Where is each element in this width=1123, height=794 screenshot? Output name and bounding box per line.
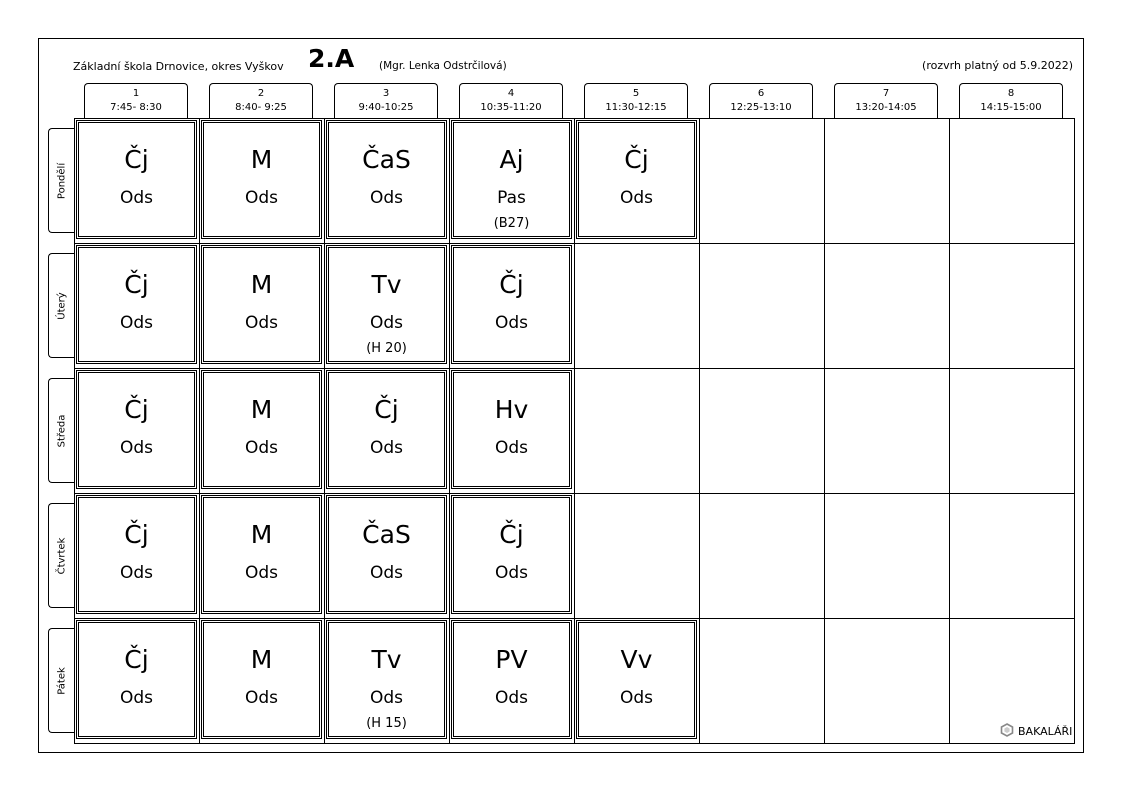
period-tab bbox=[334, 83, 438, 118]
lesson-subject: Čj bbox=[124, 645, 149, 674]
lesson-teacher: Ods bbox=[119, 188, 154, 208]
lesson-teacher: Ods bbox=[119, 438, 154, 458]
lesson-subject: Čj bbox=[124, 520, 149, 549]
lesson-teacher: Ods bbox=[369, 563, 404, 583]
period-tab bbox=[459, 83, 563, 118]
lesson-subject: Čj bbox=[499, 270, 524, 299]
lesson-teacher: Ods bbox=[119, 313, 154, 333]
lesson-cell[interactable] bbox=[326, 245, 447, 364]
lesson-subject: M bbox=[250, 145, 273, 174]
day-name: Pátek bbox=[56, 666, 67, 695]
lesson-cell[interactable] bbox=[76, 495, 197, 614]
lesson-subject: Čj bbox=[124, 145, 149, 174]
lesson-subject: PV bbox=[495, 645, 528, 674]
period-time: 12:25-13:10 bbox=[730, 102, 792, 113]
grid-row-line bbox=[75, 243, 1074, 244]
lesson-subject: Čj bbox=[124, 395, 149, 424]
lesson-cell[interactable] bbox=[76, 245, 197, 364]
lesson-subject: ČaS bbox=[362, 520, 411, 549]
period-number: 4 bbox=[507, 88, 515, 99]
lesson-teacher: Pas bbox=[497, 188, 526, 208]
day-tab bbox=[48, 378, 74, 483]
lesson-cell[interactable] bbox=[326, 620, 447, 739]
grid-row-line bbox=[75, 618, 1074, 619]
grid-column-line bbox=[199, 119, 200, 743]
period-tab bbox=[834, 83, 938, 118]
lesson-room: (B27) bbox=[493, 216, 530, 231]
day-name: Úterý bbox=[56, 291, 67, 320]
lesson-cell[interactable] bbox=[76, 120, 197, 239]
lesson-cell[interactable] bbox=[326, 120, 447, 239]
lesson-teacher: Ods bbox=[619, 688, 654, 708]
period-number: 6 bbox=[757, 88, 765, 99]
period-tab bbox=[84, 83, 188, 118]
lesson-teacher: Ods bbox=[369, 313, 404, 333]
lesson-teacher: Ods bbox=[119, 688, 154, 708]
class-name: 2.A bbox=[308, 44, 355, 73]
day-name: Čtvrtek bbox=[56, 537, 67, 574]
grid-column-line bbox=[824, 119, 825, 743]
period-number: 7 bbox=[882, 88, 890, 99]
period-number: 2 bbox=[257, 88, 265, 99]
lesson-subject: M bbox=[250, 520, 273, 549]
valid-from: (rozvrh platný od 5.9.2022) bbox=[922, 59, 1073, 72]
lesson-cell[interactable] bbox=[201, 120, 322, 239]
lesson-subject: Hv bbox=[494, 395, 529, 424]
lesson-teacher: Ods bbox=[369, 688, 404, 708]
lesson-cell[interactable] bbox=[451, 370, 572, 489]
lesson-cell[interactable] bbox=[201, 370, 322, 489]
class-teacher: (Mgr. Lenka Odstrčilová) bbox=[379, 60, 507, 72]
lesson-teacher: Ods bbox=[244, 688, 279, 708]
period-time: 8:40- 9:25 bbox=[235, 102, 287, 113]
grid-row-line bbox=[75, 493, 1074, 494]
lesson-subject: Vv bbox=[620, 645, 653, 674]
lesson-teacher: Ods bbox=[494, 688, 529, 708]
grid-column-line bbox=[449, 119, 450, 743]
lesson-cell[interactable] bbox=[76, 370, 197, 489]
lesson-cell[interactable] bbox=[201, 245, 322, 364]
lesson-teacher: Ods bbox=[494, 438, 529, 458]
period-number: 3 bbox=[382, 88, 390, 99]
day-tab bbox=[48, 503, 74, 608]
period-time: 14:15-15:00 bbox=[980, 102, 1042, 113]
lesson-subject: M bbox=[250, 270, 273, 299]
lesson-subject: M bbox=[250, 645, 273, 674]
lesson-cell[interactable] bbox=[201, 495, 322, 614]
day-tab bbox=[48, 628, 74, 733]
lesson-teacher: Ods bbox=[369, 438, 404, 458]
period-tab bbox=[959, 83, 1063, 118]
period-number: 8 bbox=[1007, 88, 1015, 99]
grid-column-line bbox=[949, 119, 950, 743]
day-name: Středa bbox=[56, 414, 67, 447]
lesson-subject: Čj bbox=[624, 145, 649, 174]
lesson-subject: Tv bbox=[371, 270, 402, 299]
lesson-cell[interactable] bbox=[451, 120, 572, 239]
lesson-subject: Čj bbox=[499, 520, 524, 549]
lesson-room: (H 20) bbox=[366, 341, 407, 356]
grid-column-line bbox=[699, 119, 700, 743]
lesson-teacher: Ods bbox=[494, 313, 529, 333]
day-tab bbox=[48, 128, 74, 233]
bakalari-logo bbox=[1000, 723, 1072, 740]
lesson-subject: Čj bbox=[374, 395, 399, 424]
lesson-subject: Aj bbox=[499, 145, 524, 174]
period-time: 11:30-12:15 bbox=[605, 102, 667, 113]
lesson-cell[interactable] bbox=[201, 620, 322, 739]
period-time: 13:20-14:05 bbox=[855, 102, 917, 113]
lesson-cell[interactable] bbox=[326, 495, 447, 614]
lesson-subject: M bbox=[250, 395, 273, 424]
hexagon-logo-icon bbox=[1000, 723, 1014, 740]
period-time: 10:35-11:20 bbox=[480, 102, 542, 113]
day-tab bbox=[48, 253, 74, 358]
period-number: 1 bbox=[132, 88, 140, 99]
lesson-cell[interactable] bbox=[451, 620, 572, 739]
lesson-cell[interactable] bbox=[576, 620, 697, 739]
lesson-cell[interactable] bbox=[76, 620, 197, 739]
lesson-cell[interactable] bbox=[576, 120, 697, 239]
period-time: 7:45- 8:30 bbox=[110, 102, 162, 113]
lesson-room: (H 15) bbox=[366, 716, 407, 731]
brand-label: BAKALÁŘI bbox=[1018, 725, 1073, 738]
lesson-teacher: Ods bbox=[619, 188, 654, 208]
period-tab bbox=[209, 83, 313, 118]
day-name: Pondělí bbox=[56, 162, 67, 199]
grid-column-line bbox=[574, 119, 575, 743]
lesson-subject: Tv bbox=[371, 645, 402, 674]
lesson-teacher: Ods bbox=[494, 563, 529, 583]
period-number: 5 bbox=[632, 88, 640, 99]
period-tab bbox=[584, 83, 688, 118]
grid-row-line bbox=[75, 368, 1074, 369]
period-tab bbox=[709, 83, 813, 118]
lesson-teacher: Ods bbox=[244, 313, 279, 333]
lesson-subject: ČaS bbox=[362, 145, 411, 174]
lesson-teacher: Ods bbox=[119, 563, 154, 583]
grid-column-line bbox=[324, 119, 325, 743]
lesson-cell[interactable] bbox=[451, 245, 572, 364]
school-name: Základní škola Drnovice, okres Vyškov bbox=[73, 60, 284, 73]
lesson-cell[interactable] bbox=[326, 370, 447, 489]
lesson-cell[interactable] bbox=[451, 495, 572, 614]
lesson-teacher: Ods bbox=[369, 188, 404, 208]
lesson-teacher: Ods bbox=[244, 188, 279, 208]
lesson-teacher: Ods bbox=[244, 563, 279, 583]
period-time: 9:40-10:25 bbox=[358, 102, 414, 113]
lesson-teacher: Ods bbox=[244, 438, 279, 458]
lesson-subject: Čj bbox=[124, 270, 149, 299]
